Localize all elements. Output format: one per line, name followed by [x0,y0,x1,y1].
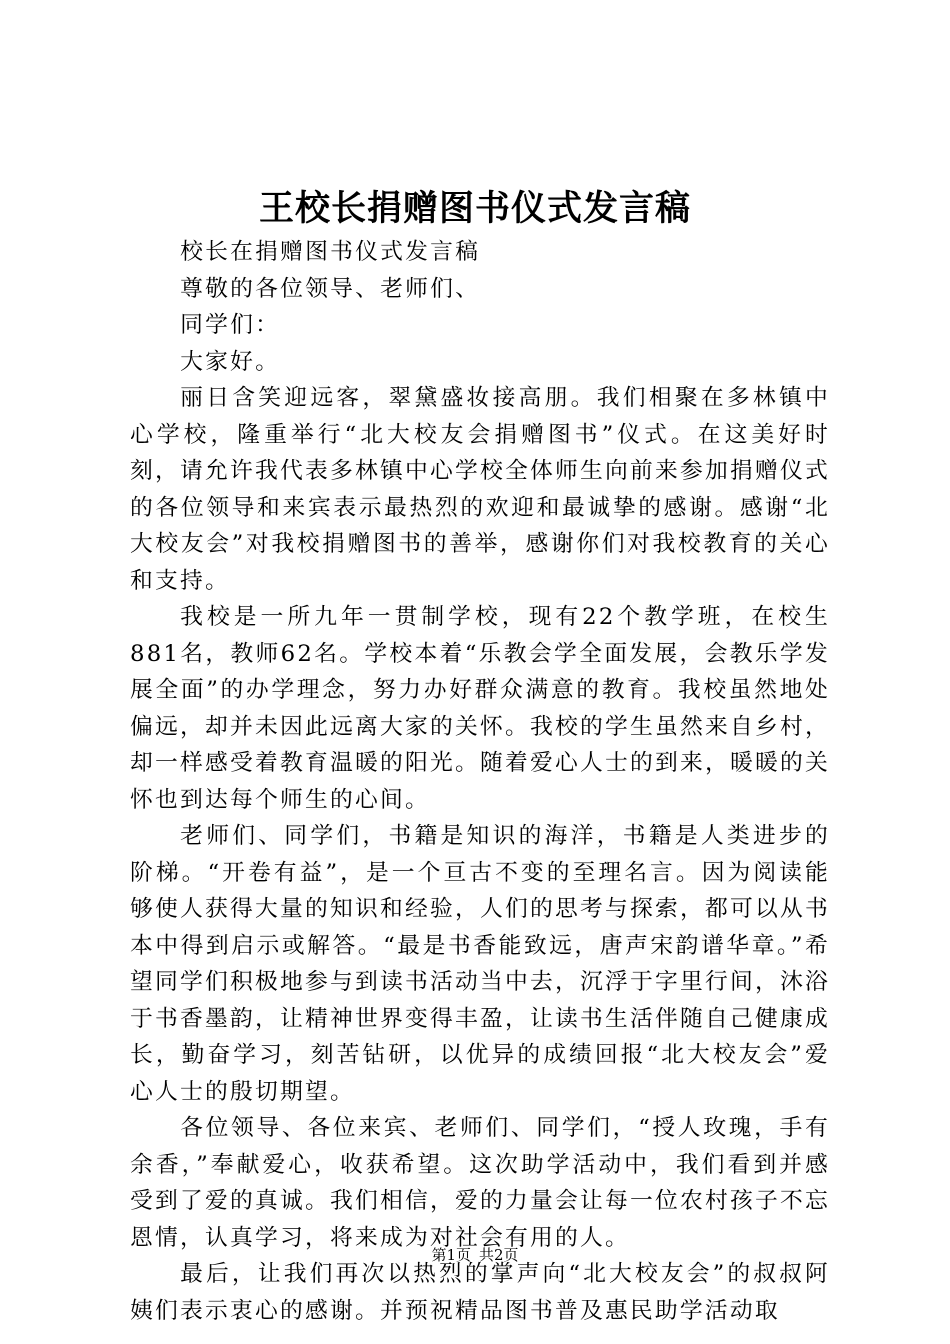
paragraph-closing: 最后，让我们再次以热烈的掌声向“北大校友会”的叔叔阿姨们表示衷心的感谢。并预祝精品图书普及惠民助学活动取 [130,1261,830,1324]
page-total: 共2页 [479,1246,519,1264]
paragraph-reading: 老师们、同学们，书籍是知识的海洋，书籍是人类进步的阶梯。“开卷有益”，是一个亘古不变的至理名言。因为阅读能够使人获得大量的知识和经验，人们的思考与探索，都可以从书本中得到启示或解答。“最是书香能致远，唐声宋韵谱华章。”希望同学们积极地参与到读书活动当中去，沉浮于字里行间，沐浴于书香墨韵，让精神世界变得丰盈，让读书生活伴随自己健康成长，勤奋学习，刻苦钻研，以优异的成绩回报“北大校友会”爱心人士的殷切期望。 [130,823,830,1105]
paragraph-school-intro: 我校是一所九年一贯制学校，现有22个教学班，在校生881名，教师62名。学校本着“乐教会学全面发展，会教乐学发展全面”的办学理念，努力办好群众满意的教育。我校虽然地处偏远，却并未因此远离大家的关怀。我校的学生虽然来自乡村，却一样感受着教育温暖的阳光。随着爱心人士的到来，暖暖的关怀也到达每个师生的心间。 [130,604,830,813]
page-footer [0,1244,950,1266]
paragraph-subtitle: 校长在捐赠图书仪式发言稿 [180,239,481,265]
paragraph-welcome: 丽日含笑迎远客，翠黛盛妆接高朋。我们相聚在多林镇中心学校，隆重举行“北大校友会捐赠图书”仪式。在这美好时刻，请允许我代表多林镇中心学校全体师生向前来参加捐赠仪式的各位领导和来宾表示最热烈的欢迎和最诚挚的感谢。感谢“北大校友会”对我校捐赠图书的善举，感谢你们对我校教育的关心和支持。 [130,385,830,594]
paragraph-greeting: 大家好。 [180,348,281,375]
document-title: 王校长捐赠图书仪式发言稿 [258,189,691,229]
paragraph-salutation-2: 同学们： [180,312,281,338]
document-body [130,234,830,1329]
page-number: 第1页 [431,1246,471,1264]
paragraph-salutation-1: 尊敬的各位领导、老师们、 [180,275,481,302]
paragraph-gratitude: 各位领导、各位来宾、老师们、同学们，“授人玫瑰，手有余香，”奉献爱心，收获希望。这次助学活动中，我们看到并感受到了爱的真诚。我们相信，爱的力量会让每一位农村孩子不忘恩情，认真学习，将来成为对社会有用的人。 [130,1115,830,1251]
